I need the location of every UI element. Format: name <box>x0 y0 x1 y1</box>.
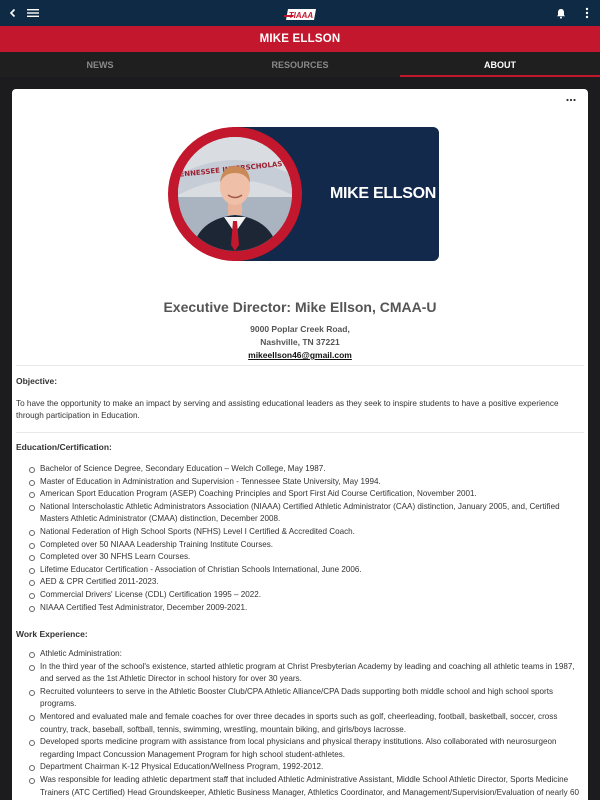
banner-name: MIKE ELLSON <box>330 185 437 202</box>
list-item: Department Chairman K-12 Physical Education/Wellness Program, 1992-2012. <box>40 761 580 774</box>
page-title: MIKE ELLSON <box>259 33 341 45</box>
list-item: National Federation of High School Sports (NFHS) Level I Certified & Accredited Coach. <box>40 526 580 539</box>
list-item: National Interscholastic Athletic Administrators Association (NIAAA) Certified Athletic Administrator (CAA) distinction, January 2005, and, Certified Masters Athletic Administrator (CMAA) distinction, December 2008. <box>40 501 580 526</box>
profile-title: Executive Director: Mike Ellson, CMAA-U <box>163 299 437 315</box>
list-item: Commercial Drivers' License (CDL) Certification 1995 – 2022. <box>40 589 580 602</box>
list-item: Completed over 50 NIAAA Leadership Training Institute Courses. <box>40 539 580 552</box>
education-label: Education/Certification: <box>16 442 112 452</box>
about-card <box>12 89 588 800</box>
divider <box>16 365 584 366</box>
list-item: Mentored and evaluated male and female coaches for over three decades in sports such as golf, cheerleading, football, basketball, soccer, cross country, track, baseball, softball, tennis, swimming, wrestling, mountain biking, and girls/boys lacrosse. <box>40 711 580 736</box>
list-item: American Sport Education Program (ASEP) Coaching Principles and Sport First Aid Course Certification, November 2001. <box>40 488 580 501</box>
list-item: NIAAA Certified Test Administrator, December 2009-2021. <box>40 602 580 615</box>
bell-icon[interactable] <box>548 0 574 26</box>
more-horizontal-icon[interactable] <box>564 95 578 107</box>
divider <box>16 432 584 433</box>
list-item: Lifetime Educator Certification - Association of Christian Schools International, June 2006. <box>40 564 580 577</box>
list-item: AED & CPR Certified 2011-2023. <box>40 576 580 589</box>
page-title-bar <box>0 26 600 52</box>
tiaaa-logo <box>284 6 318 19</box>
profile-banner <box>168 127 439 261</box>
list-item: Bachelor of Science Degree, Secondary Education – Welch College, May 1987. <box>40 463 580 476</box>
list-item: In the third year of the school's existence, started athletic program at Christ Presbyterian Academy by leading and coaching all athletic teams in 1987, and served as the 1st Athletic Director in school history for over 30 years. <box>40 661 580 686</box>
work-experience-label: Work Experience: <box>16 629 88 639</box>
education-list <box>40 463 580 614</box>
tab-about[interactable]: ABOUT <box>400 52 600 77</box>
tab-bar <box>0 52 600 77</box>
hamburger-menu-icon[interactable] <box>20 0 46 26</box>
email-link[interactable]: mikeellson46@gmail.com <box>248 350 352 360</box>
address-line-1: 9000 Poplar Creek Road, <box>250 324 350 334</box>
list-item: Developed sports medicine program with assistance from local physicians and physical therapy institutions. Also collaborated with neurosurgeon regarding Impact Concussion Management Program for high school student-athletes. <box>40 736 580 761</box>
photo-banner-text: TENNESSEE INTERSCHOLASTIC <box>178 158 292 180</box>
top-app-bar <box>0 0 600 26</box>
address-line-2: Nashville, TN 37221 <box>260 337 340 347</box>
list-item: Recruited volunteers to serve in the Athletic Booster Club/CPA Athletic Alliance/CPA Dads supporting both middle school and high school sports programs. <box>40 686 580 711</box>
tab-resources[interactable]: RESOURCES <box>271 59 329 70</box>
tab-news[interactable]: NEWS <box>86 59 114 70</box>
logo-text: TIAAA <box>288 11 314 20</box>
list-item: Was responsible for leading athletic department staff that included Athletic Administrative Assistant, Middle School Athletic Director, Sports Medicine Trainers (ATC Certified) Head Groundskeeper, Athletic Business Manager, Athletics Coordinator, and Management/Supervision/Evaluation of nearly 60 <box>40 774 580 799</box>
list-item: Master of Education in Administration and Supervision - Tennessee State University, May 1994. <box>40 476 580 489</box>
list-item: Completed over 30 NFHS Learn Courses. <box>40 551 580 564</box>
objective-label: Objective: <box>16 376 58 386</box>
objective-text: To have the opportunity to make an impact by serving and assisting educational leaders as they seek to inspire students to have a positive experience through participation in Education. <box>16 399 559 420</box>
more-vertical-icon[interactable] <box>574 0 600 26</box>
profile-photo <box>178 137 292 251</box>
work-experience-list <box>40 648 580 799</box>
list-item: Athletic Administration: <box>40 648 580 661</box>
